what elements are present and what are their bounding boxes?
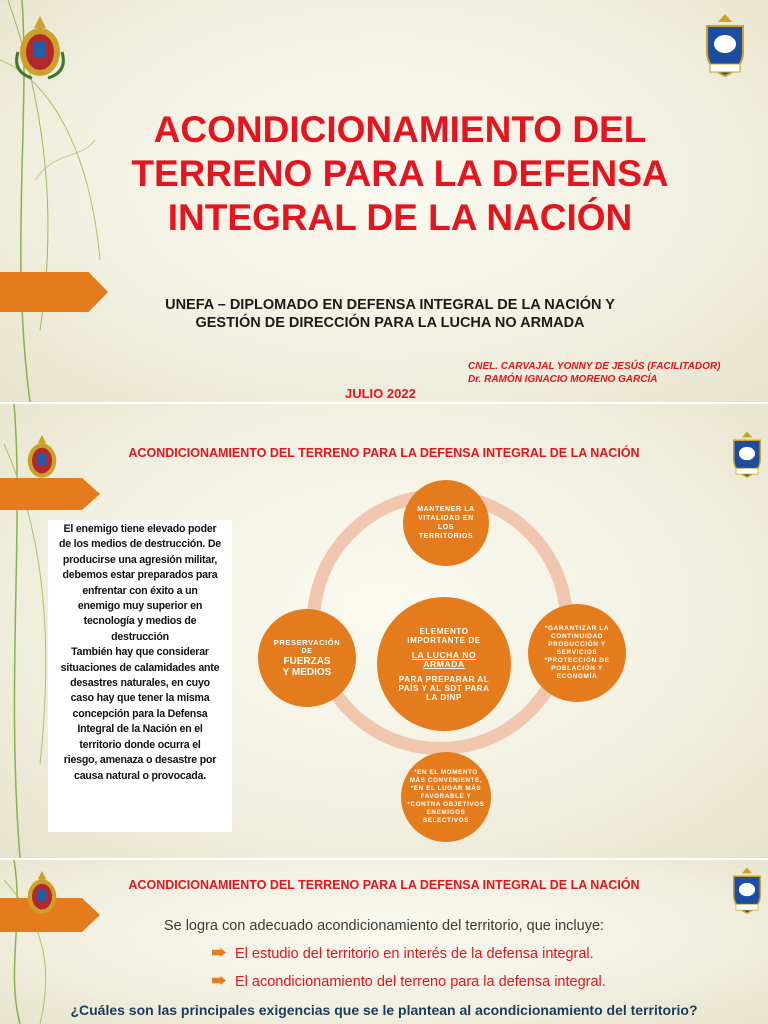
bubble-text: Y MEDIOS	[282, 667, 332, 678]
bubble-text: MANTENER LA	[417, 506, 475, 513]
text-line: situaciones de calamidades ante	[60, 661, 220, 674]
bubble-text: MÁS CONVENIENTE,	[409, 777, 483, 784]
author-line: CNEL. CARVAJAL YONNY DE JESÚS (FACILITADOR)	[468, 361, 721, 372]
center-bubble	[377, 597, 511, 731]
bubble-text: TERRITORIOS	[418, 533, 474, 540]
text-line: El enemigo tiene elevado poder	[63, 523, 217, 535]
text-line: tecnología y medios de	[83, 615, 197, 628]
bubble-text: PRODUCCIÓN Y	[548, 641, 606, 648]
authors	[468, 360, 720, 386]
center-text: ARMADA	[423, 658, 465, 669]
subtitle	[110, 296, 670, 332]
text-line: concepción para la Defensa	[72, 707, 208, 720]
arrow-bullet-icon	[212, 948, 226, 957]
bullet-text: El estudio del territorio en interés de la defensa integral.	[235, 946, 594, 962]
right-bubble	[528, 604, 626, 702]
text-line: enfrentar con éxito a un	[82, 584, 198, 597]
top-bubble	[403, 480, 489, 566]
text-line: territorio donde ocurra el	[79, 738, 201, 751]
bubble-text: SERVICIOS	[556, 649, 598, 656]
bubble-text: SELECTIVOS	[423, 817, 469, 824]
center-text: IMPORTANTE DE	[407, 635, 481, 645]
text-line: causa natural o provocada.	[74, 769, 206, 782]
bubble-text: LOS	[437, 524, 455, 531]
intro-text: Se logra con adecuado acondicionamiento del territorio, que incluye:	[163, 918, 605, 934]
question-text: ¿Cuáles son las principales exigencias que se le plantean al acondicionamiento del territorio?	[70, 1002, 698, 1018]
bubble-text: ECONOMÍA	[556, 673, 598, 680]
text-line: destrucción	[111, 630, 169, 643]
date: JULIO 2022	[345, 386, 416, 401]
bubble-text: *PROTECCIÓN DE	[544, 657, 610, 664]
bubble-text: FAVORABLE Y	[420, 793, 472, 800]
bubble-text: *GARANTIZAR LA	[544, 625, 610, 632]
explanation-text	[48, 520, 232, 832]
university-shield-logo	[702, 12, 748, 80]
text-line: debemos estar preparados para	[62, 569, 218, 582]
title-line: TERRENO PARA LA DEFENSA	[131, 153, 669, 194]
title-line: INTEGRAL DE LA NACIÓN	[167, 197, 633, 238]
bubble-text: PRESERVACIÓN	[273, 638, 341, 647]
center-text: ELEMENTO	[419, 626, 469, 636]
text-line: desastres naturales, en cuyo	[70, 677, 210, 690]
text-line: producirse una agresión militar,	[62, 553, 218, 566]
orange-tab	[0, 478, 100, 510]
center-text: LA DINP	[426, 692, 462, 702]
center-text: PAÍS Y AL SDT PARA	[398, 683, 490, 693]
text-line: caso hay que tener la misma	[70, 692, 210, 705]
bubble-text: VITALIDAD EN	[418, 515, 474, 522]
text-line: de los medios de destrucción. De	[59, 538, 221, 551]
bubble-text: FUERZAS	[283, 656, 331, 667]
coat-of-arms-logo	[12, 12, 68, 82]
subtitle-line: UNEFA – DIPLOMADO EN DEFENSA INTEGRAL DE LA NACIÓN Y	[165, 297, 615, 313]
arrow-bullet-icon	[212, 976, 226, 985]
title-line: ACONDICIONAMIENTO DEL	[153, 109, 647, 150]
text-line: Integral de la Nación en el	[77, 723, 203, 736]
bullet-item	[212, 946, 594, 962]
bullet-item	[212, 974, 606, 990]
text-line: enemigo muy superior en	[77, 600, 203, 613]
orange-tab	[0, 272, 108, 312]
text-line: También hay que considerar	[71, 646, 209, 659]
bubble-text: ENEMIGOS	[426, 809, 466, 816]
author-line: Dr. RAMÓN IGNACIO MORENO GARCÍA	[468, 374, 658, 385]
slide-title	[90, 108, 710, 240]
bubble-text: *CONTRA OBJETIVOS	[407, 801, 485, 808]
bullet-text: El acondicionamiento del terreno para la defensa integral.	[235, 974, 606, 990]
bubble-text: *EN EL MOMENTO	[414, 769, 478, 776]
text-line: riesgo, amenaza o desastre por	[63, 754, 217, 767]
bottom-bubble	[401, 752, 491, 842]
center-text: LA LUCHA NO	[411, 649, 477, 660]
bubble-text: POBLACIÓN Y	[551, 665, 603, 672]
bubble-text: CONTINUIDAD	[550, 633, 604, 640]
slide-1	[0, 0, 768, 402]
left-bubble	[258, 609, 356, 707]
center-text: PARA PREPARAR AL	[398, 674, 490, 684]
coat-of-arms-logo	[22, 868, 62, 918]
slide-3	[0, 860, 768, 1024]
bubble-text: DE	[301, 648, 313, 655]
slide-2	[0, 404, 768, 858]
slide-header: ACONDICIONAMIENTO DEL TERRENO PARA LA DEFENSA INTEGRAL DE LA NACIÓN	[128, 878, 640, 892]
subtitle-line: GESTIÓN DE DIRECCIÓN PARA LA LUCHA NO ARMADA	[195, 315, 585, 331]
bubble-text: *EN EL LUGAR MÁS	[410, 785, 482, 792]
slide-header: ACONDICIONAMIENTO DEL TERRENO PARA LA DEFENSA INTEGRAL DE LA NACIÓN	[128, 446, 640, 460]
